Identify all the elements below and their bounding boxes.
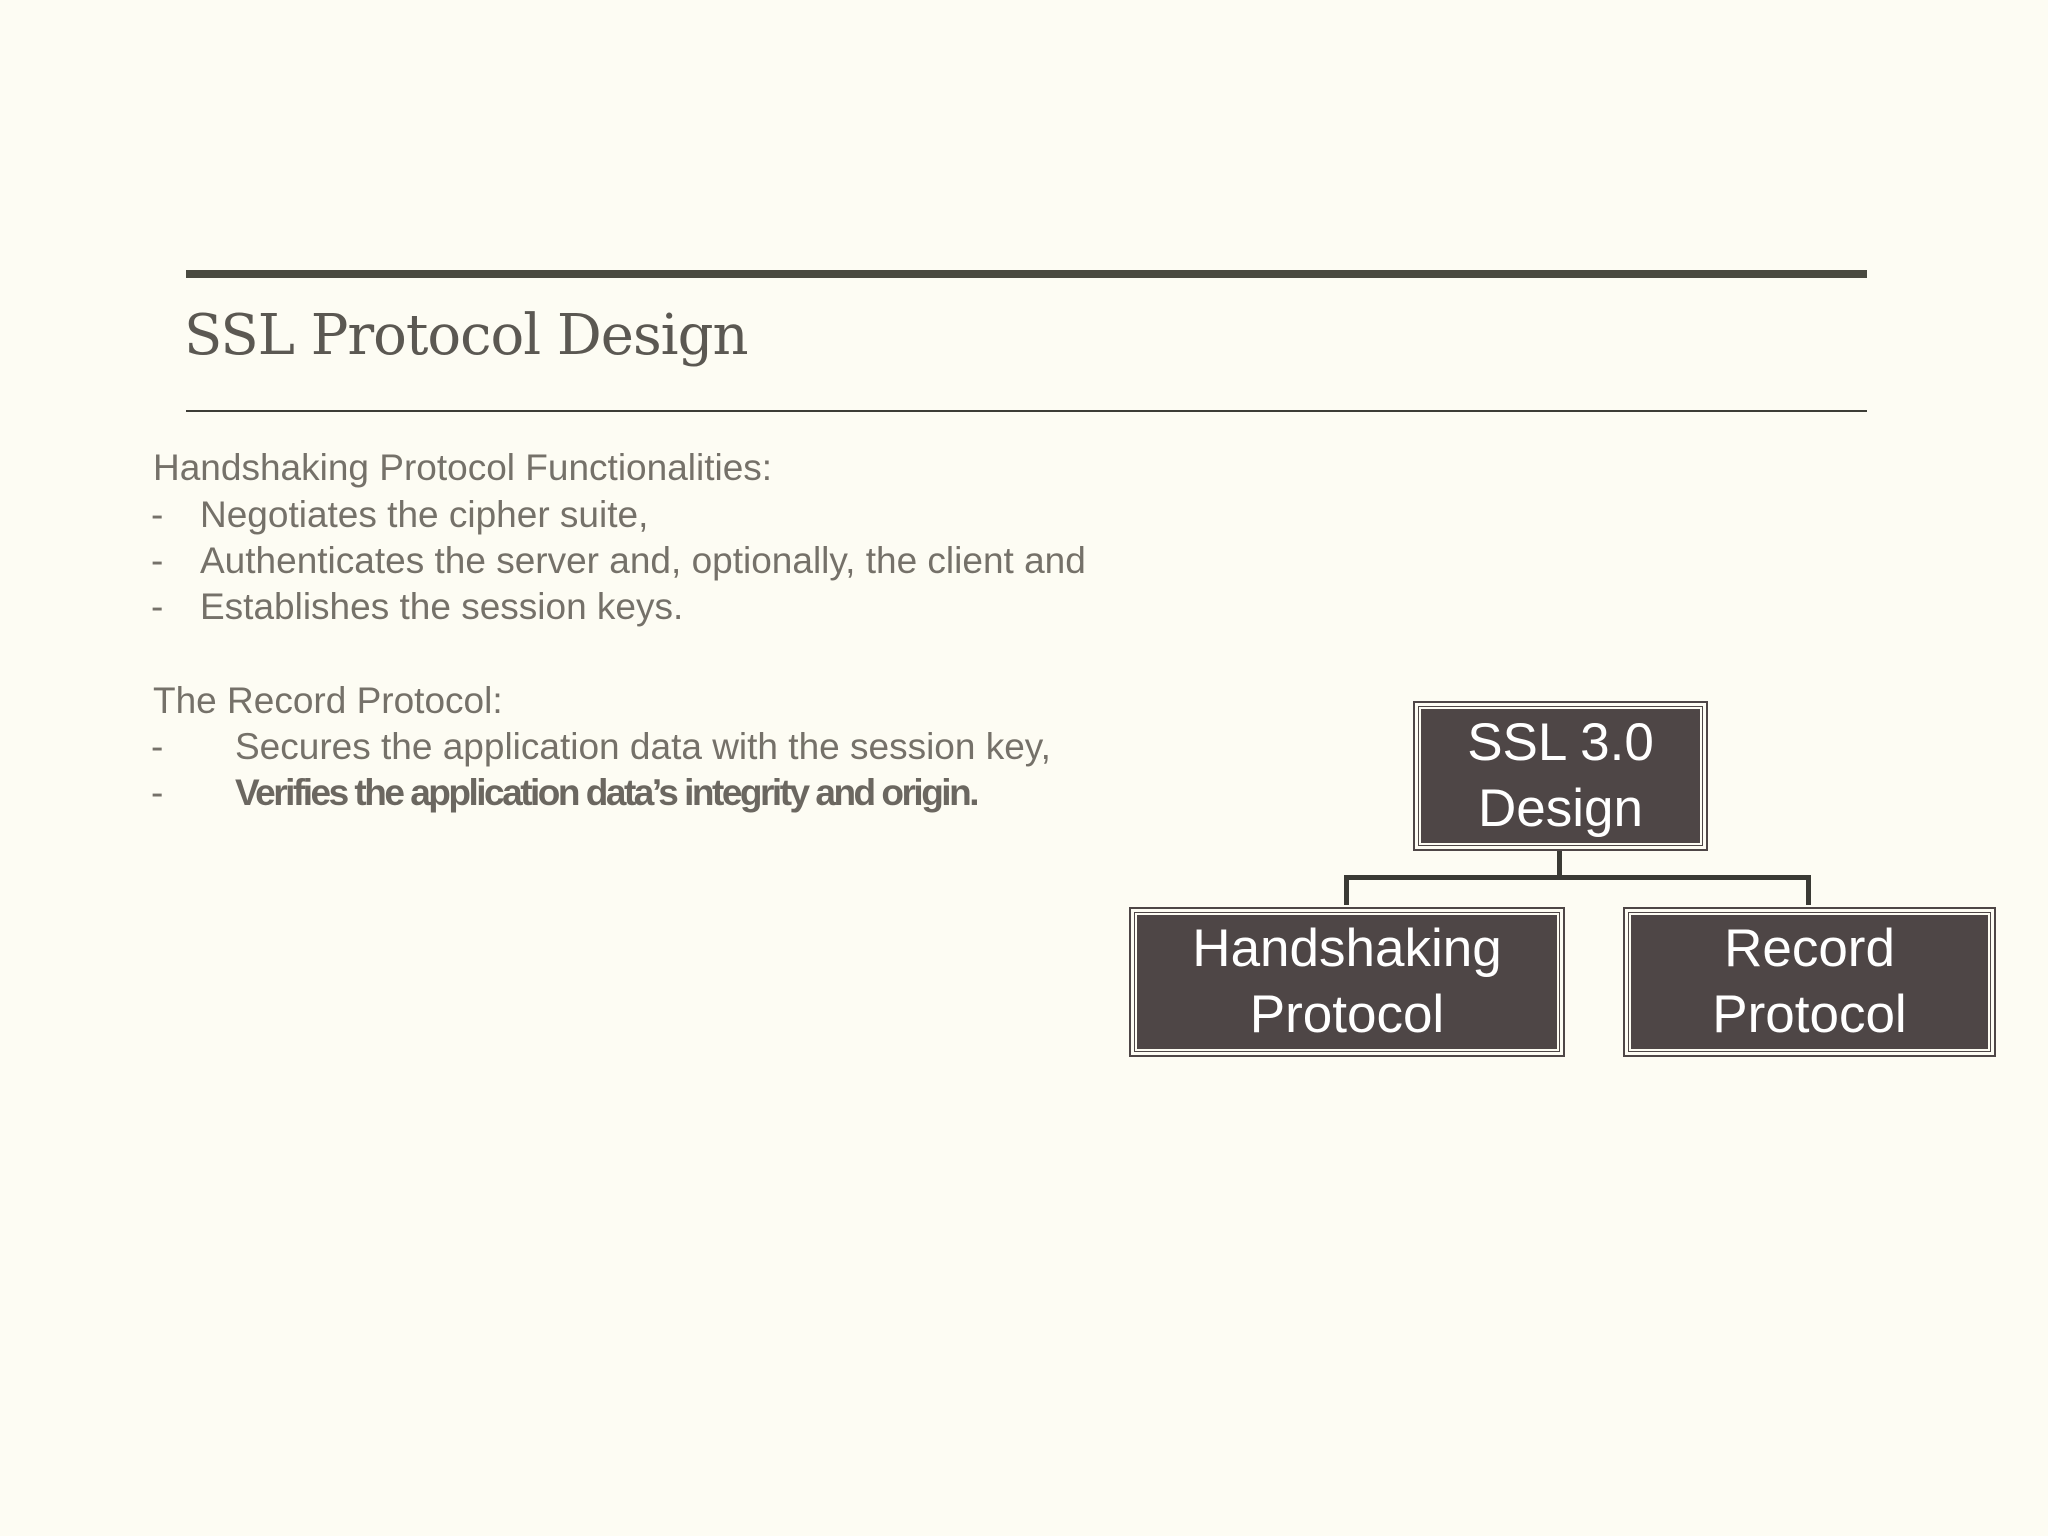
handshaking-bullet-2: Authenticates the server and, optionally, the client and bbox=[200, 540, 1086, 581]
diagram-record-box bbox=[1628, 912, 1991, 1052]
handshaking-heading: Handshaking Protocol Functionalities: bbox=[153, 447, 773, 488]
title-bottom-rule bbox=[186, 410, 1867, 412]
record-bullet-2: Verifies the application data’s integrity and origin. bbox=[235, 772, 977, 813]
diagram-root-line1: SSL 3.0 bbox=[1467, 713, 1654, 772]
handshaking-bullet-3: Establishes the session keys. bbox=[200, 586, 684, 627]
diagram-handshaking-box bbox=[1134, 912, 1560, 1052]
title-top-rule bbox=[186, 270, 1867, 278]
diagram-left-line1: Handshaking bbox=[1192, 919, 1502, 978]
bullet-dash: - bbox=[151, 494, 164, 535]
diagram-right-line1: Record bbox=[1724, 919, 1895, 978]
diagram-left-line2: Protocol bbox=[1249, 985, 1445, 1044]
diagram-root-box bbox=[1418, 706, 1703, 846]
connector-vertical-right bbox=[1806, 875, 1811, 905]
record-bullet-1: Secures the application data with the session key, bbox=[235, 726, 1051, 767]
bullet-dash: - bbox=[151, 726, 164, 767]
slide-title: SSL Protocol Design bbox=[184, 303, 748, 368]
handshaking-bullet-1: Negotiates the cipher suite, bbox=[200, 494, 649, 535]
diagram-right-line2: Protocol bbox=[1712, 985, 1907, 1044]
bullet-dash: - bbox=[151, 540, 164, 581]
diagram-root-line2: Design bbox=[1478, 779, 1643, 838]
connector-vertical-left bbox=[1344, 875, 1349, 905]
bullet-dash: - bbox=[151, 586, 164, 627]
bullet-dash: - bbox=[151, 772, 164, 813]
connector-horizontal bbox=[1344, 875, 1811, 880]
record-heading: The Record Protocol: bbox=[153, 680, 503, 721]
